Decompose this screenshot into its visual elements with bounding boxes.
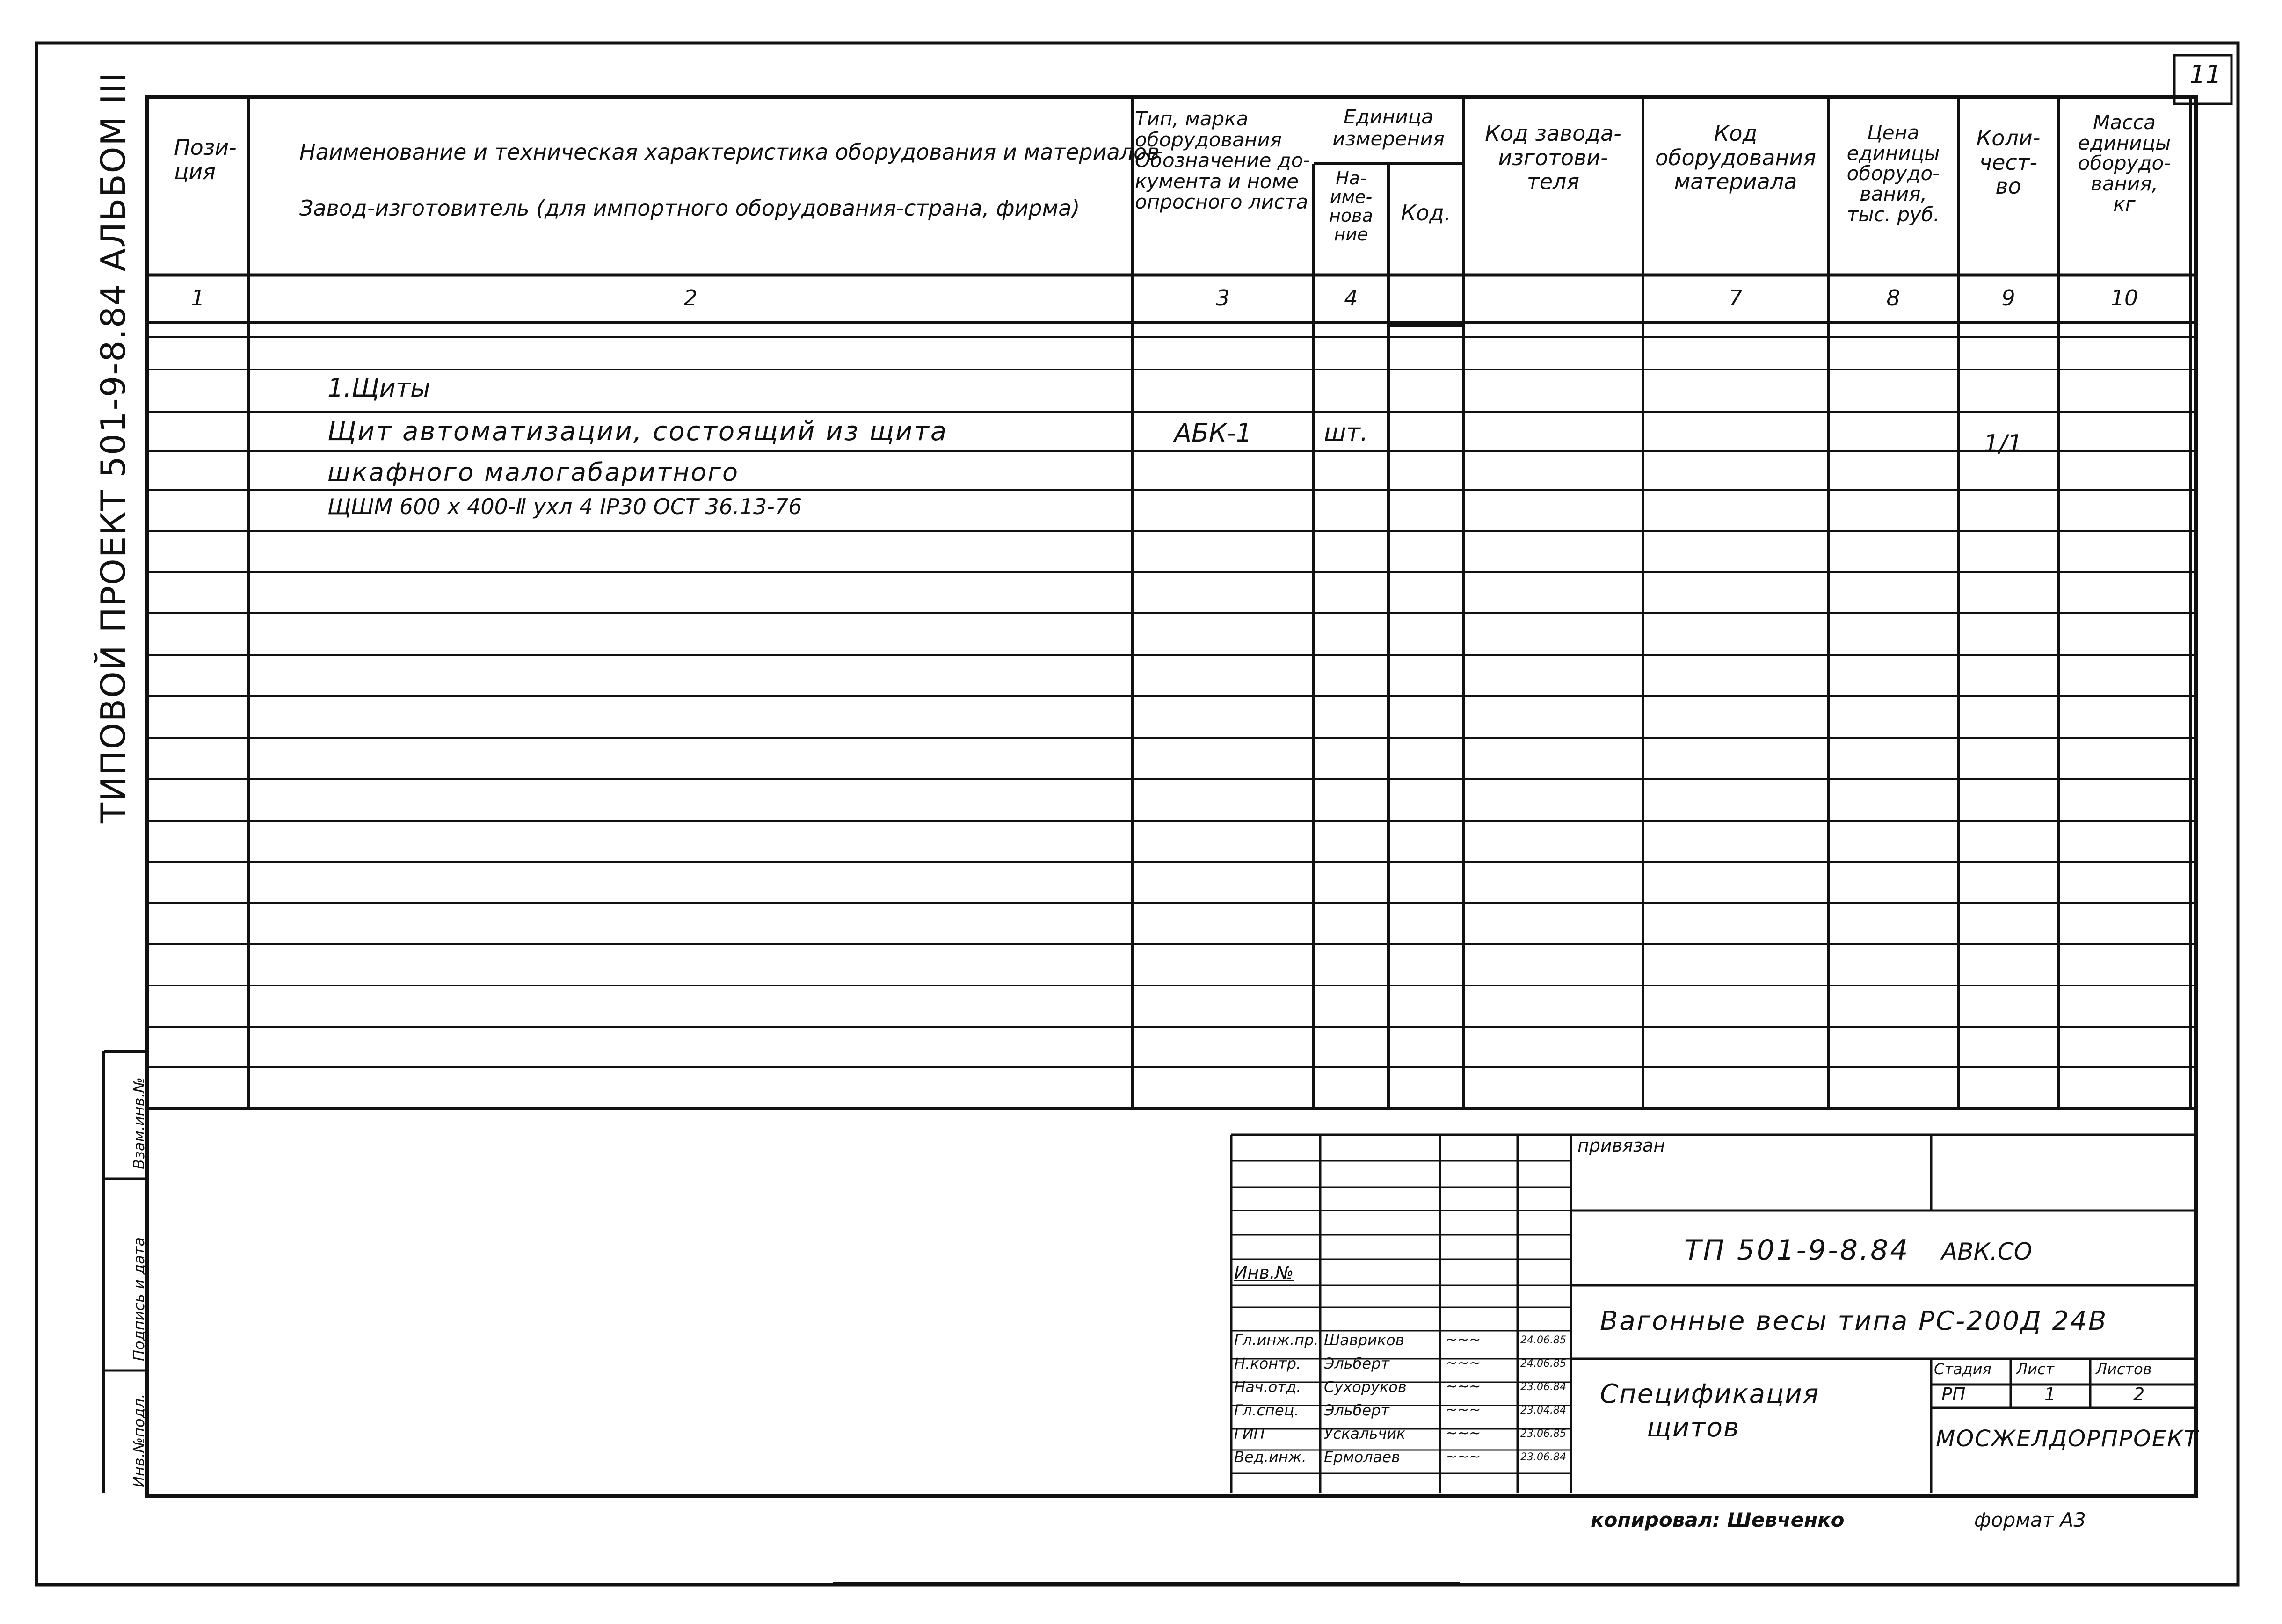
header-quantity: Коли- чест- во [1976, 125, 2041, 199]
staff-name: Ермолаев [1324, 1448, 1400, 1466]
section-title: 1.Щиты [327, 373, 430, 403]
staff-role: Гл.инж.пр. [1234, 1331, 1319, 1349]
doc-title-1: Спецификация [1600, 1379, 1820, 1409]
staff-name: Ускальчик [1324, 1425, 1406, 1443]
staff-date: 23.06.84 [1520, 1451, 1566, 1463]
privyazan-label: привязан [1577, 1135, 1665, 1156]
project-code: ТП 501-9-8.84 [1684, 1234, 1910, 1267]
staff-name: Шавриков [1324, 1331, 1404, 1349]
header-name-line1: Наименование и техническая характеристика оборудования и материалов [299, 139, 1160, 165]
staff-name: Сухоруков [1324, 1378, 1407, 1396]
project-code-suffix: АВК.СО [1941, 1238, 2033, 1265]
item-line-1: Щит автоматизации, состоящий из щита [327, 416, 948, 447]
stamp-podpis-data: Подпись и дата [130, 1237, 148, 1361]
col-num-7: 7 [1729, 285, 1743, 311]
stamp-vzam-inv: Взам.инв.№ [130, 1077, 148, 1169]
col-num-8: 8 [1886, 285, 1900, 311]
object-name: Вагонные весы типа РС-200Д 24В [1600, 1306, 2108, 1336]
staff-signature: ~~~ [1446, 1378, 1481, 1395]
staff-date: 24.06.85 [1520, 1358, 1566, 1370]
header-price: Цена единицы оборудо- вания, тыс. руб. [1846, 121, 1940, 226]
format-label: формат А3 [1974, 1508, 2086, 1531]
col-num-2: 2 [683, 285, 698, 311]
inv-no-label: Инв.№ [1234, 1262, 1294, 1283]
sheet-label: Лист [2016, 1360, 2055, 1378]
header-factory-code: Код завода- изготови- теля [1485, 121, 1621, 195]
header-name-line2: Завод-изготовитель (для импортного оборудования-страна, фирма) [299, 196, 1080, 221]
header-unit-name: На- име- нова ние [1329, 168, 1373, 245]
item-line-2: шкафного малогабаритного [327, 457, 740, 487]
staff-signature: ~~~ [1446, 1425, 1481, 1442]
staff-date: 23.06.84 [1520, 1381, 1566, 1393]
stage-label: Стадия [1934, 1360, 1991, 1378]
stage-value: РП [1941, 1384, 1966, 1405]
staff-signature: ~~~ [1446, 1355, 1481, 1371]
stamp-inv-podl: Инв.№подл. [130, 1393, 148, 1487]
item-type: АБК-1 [1174, 418, 1252, 448]
staff-date: 24.06.85 [1520, 1334, 1566, 1346]
staff-signature: ~~~ [1446, 1402, 1481, 1418]
staff-role: Нач.отд. [1234, 1378, 1301, 1396]
sheets-label: Листов [2096, 1360, 2152, 1378]
col-num-10: 10 [2110, 285, 2138, 311]
item-quantity: 1/1 [1984, 430, 2023, 458]
staff-signature: ~~~ [1446, 1449, 1481, 1465]
sheets-value: 2 [2133, 1384, 2145, 1405]
col-num-1: 1 [191, 285, 205, 311]
staff-role: Гл.спец. [1234, 1401, 1299, 1419]
header-position: Пози- ция [174, 135, 237, 184]
staff-date: 23.06.85 [1520, 1428, 1566, 1440]
staff-date: 23.04.84 [1520, 1405, 1566, 1416]
col-num-9: 9 [2001, 285, 2015, 311]
organization: МОСЖЕЛДОРПРОЕКТ [1936, 1426, 2199, 1452]
col-num-4: 4 [1344, 285, 1358, 311]
col-num-3: 3 [1216, 285, 1230, 311]
staff-name: Эльберт [1324, 1355, 1390, 1372]
item-line-3: ЩШМ 600 х 400-Ⅱ ухл 4 IP30 ОСТ 36.13-76 [327, 494, 802, 519]
sheet-value: 1 [2044, 1384, 2056, 1405]
staff-role: ГИП [1234, 1425, 1265, 1443]
side-title: ТИПОВОЙ ПРОЕКТ 501-9-8.84 АЛЬБОМ III [94, 71, 133, 823]
staff-signature: ~~~ [1446, 1332, 1481, 1348]
item-unit: шт. [1324, 419, 1368, 447]
doc-title-2: щитов [1647, 1413, 1740, 1443]
staff-role: Вед.инж. [1234, 1448, 1307, 1466]
copied-by: копировал: Шевченко [1591, 1508, 1845, 1531]
staff-role: Н.контр. [1234, 1355, 1301, 1372]
header-unit: Единица измерения [1332, 105, 1445, 151]
header-type: Тип, марка оборудования Обозначение до- кумента и номе опросного листа [1135, 107, 1310, 214]
staff-name: Эльберт [1324, 1401, 1390, 1419]
sheet-number: 11 [2189, 60, 2222, 89]
header-mass: Масса единицы оборудо- вания, кг [2078, 111, 2171, 216]
header-unit-code: Код. [1401, 200, 1451, 225]
header-equipment-code: Код оборудования материала [1655, 121, 1816, 195]
